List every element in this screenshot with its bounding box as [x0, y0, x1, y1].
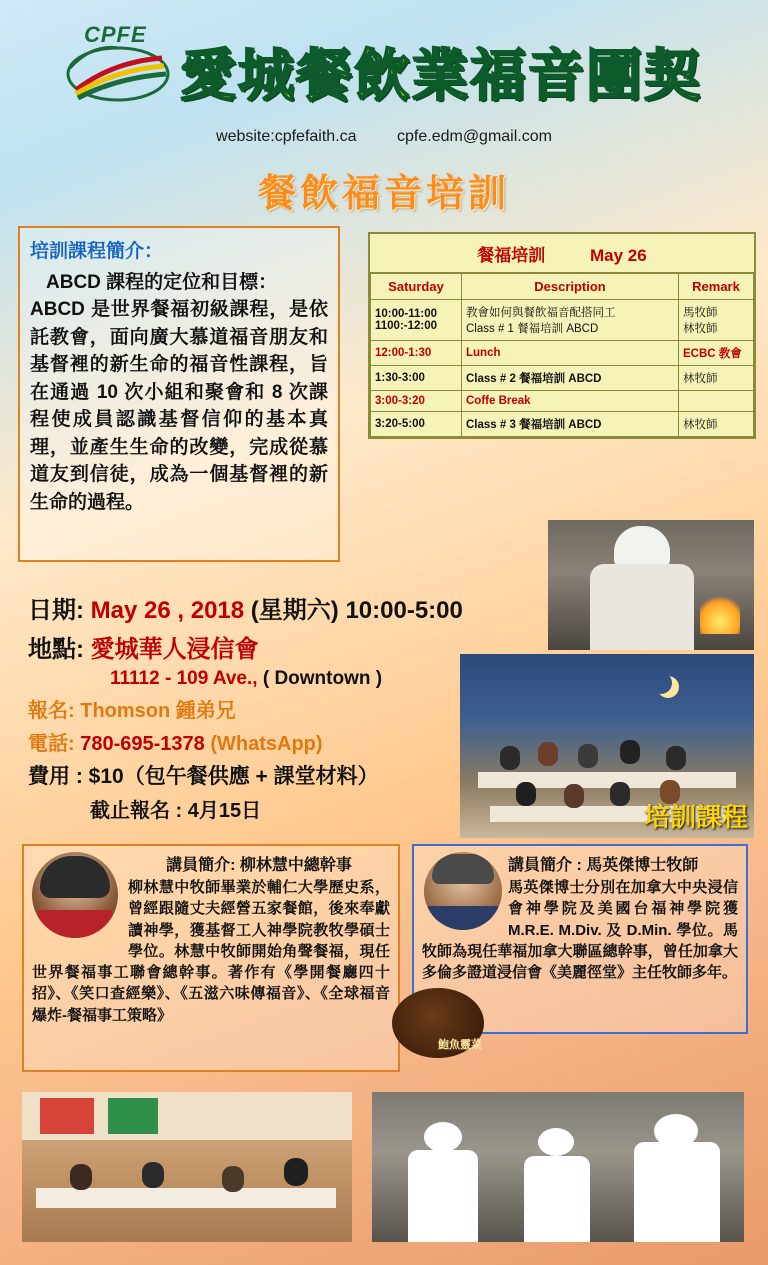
photo-kitchen: [372, 1092, 744, 1242]
avatar-hair: [432, 854, 494, 884]
restaurant-poster-green: [108, 1098, 158, 1134]
row0-time1: 10:00-11:00: [375, 308, 438, 320]
place-label: 地點:: [28, 636, 84, 663]
kitchen-cook: [408, 1150, 478, 1242]
date-label: 日期:: [28, 597, 84, 624]
place-value: 愛城華人浸信會: [90, 636, 259, 663]
row3-desc: Coffe Break: [462, 391, 679, 412]
schedule-caption-title: 餐福培訓: [477, 246, 546, 265]
photo-chef-cooking: [548, 520, 754, 650]
poster-header: [0, 0, 768, 120]
schedule-col-remark: Remark: [679, 274, 754, 300]
kitchen-chef-hat: [654, 1114, 698, 1148]
cpfe-logo: [62, 22, 180, 106]
photo-dish: [392, 988, 484, 1058]
address-line: [110, 668, 458, 690]
row3-remark: [679, 391, 754, 412]
avatar-hair: [40, 856, 110, 898]
speaker2-title: 講員簡介 : 馬英傑博士牧師: [508, 857, 699, 874]
kitchen-cook: [634, 1142, 720, 1242]
contact-line: [0, 128, 768, 146]
address-note: ( Downtown ): [262, 668, 383, 689]
classroom-person: [578, 744, 598, 768]
kitchen-cook: [524, 1156, 590, 1242]
photo-restaurant: [22, 1092, 352, 1242]
schedule-caption-date: May 26: [590, 246, 647, 265]
avatar-clothing: [428, 906, 498, 930]
deadline-line: [90, 794, 458, 823]
classroom-person: [610, 782, 630, 806]
classroom-person: [666, 746, 686, 770]
classroom-person: [538, 742, 558, 766]
kitchen-chef-hat: [424, 1122, 462, 1152]
website-text: website:cpfefaith.ca: [216, 128, 357, 145]
row4-remark: 林牧師: [679, 412, 754, 437]
row0-desc2: Class # 1 餐福培訓 ABCD: [466, 323, 599, 335]
classroom-person: [516, 782, 536, 806]
row2-desc: Class # 2 餐福培訓 ABCD: [462, 366, 679, 391]
table-row: [371, 300, 754, 341]
restaurant-person: [222, 1166, 244, 1192]
table-row: [371, 412, 754, 437]
restaurant-person: [284, 1158, 308, 1186]
photo-classroom: [460, 654, 754, 838]
speaker1-title: 講員簡介: 柳林慧中總幹事: [166, 857, 352, 874]
restaurant-table: [36, 1188, 336, 1208]
phone-note: (WhatsApp): [210, 733, 323, 755]
classroom-person: [620, 740, 640, 764]
event-info: [28, 590, 463, 827]
signup-label: 報名:: [28, 700, 75, 722]
row1-time: 12:00-1:30: [371, 341, 462, 366]
fee-label: 費用 :: [28, 765, 83, 788]
poster-subtitle: 餐飲福音培訓: [257, 173, 510, 215]
schedule-table-wrap: [368, 232, 756, 439]
row0-remark: [679, 300, 754, 341]
restaurant-poster-red: [40, 1098, 94, 1134]
row1-desc: Lunch: [462, 341, 679, 366]
date-suffix: (星期六) 10:00-5:00: [250, 597, 463, 624]
date-value: May 26 , 2018: [90, 597, 245, 624]
chef-hat: [614, 526, 670, 566]
avatar: [32, 852, 118, 938]
schedule-caption: [370, 234, 754, 273]
row2-time: 1:30-3:00: [371, 366, 462, 391]
intro-subtitle: ABCD 課程的定位和目標：: [46, 272, 278, 293]
row4-time: 3:20-5:00: [371, 412, 462, 437]
row0-remark1: 馬牧師: [683, 307, 718, 319]
date-line: [28, 590, 463, 625]
row0-time2: 1100:-12:00: [375, 320, 438, 332]
dish-caption: 鮑魚靈菜: [438, 1039, 482, 1051]
table-row: [371, 366, 754, 391]
moon-decoration-icon: [650, 672, 672, 694]
intro-title: 培訓課程簡介：: [30, 241, 164, 262]
restaurant-person: [142, 1162, 164, 1188]
avatar: [424, 852, 502, 930]
signup-line: [28, 694, 458, 723]
fee-line: [28, 760, 458, 790]
intro-body: ABCD 是世界餐福初級課程，是依託教會，面向廣大慕道福音朋友和基督裡的新生命的福音性課程，旨在通過 10 次小組和聚會和 8 次課程使成員認識基督信仰的基本真理，並產生生命的改變，完成從慕道友到信徒，成為一個基督裡的新生命的過程。: [30, 299, 328, 513]
row2-remark: 林牧師: [679, 366, 754, 391]
schedule-table: [370, 234, 754, 437]
classroom-person: [500, 746, 520, 770]
course-intro-box: [18, 226, 340, 562]
address-value: 11112 - 109 Ave.,: [110, 668, 258, 689]
signup-value: Thomson 鍾弟兄: [80, 700, 236, 722]
row0-desc: [462, 300, 679, 341]
schedule-col-saturday: Saturday: [371, 274, 462, 300]
schedule-col-description: Description: [462, 274, 679, 300]
fee-value: $10（包午餐供應 + 課堂材料）: [88, 765, 379, 788]
row0-time: [371, 300, 462, 341]
page-title: 愛城餐飲業福音團契: [180, 44, 702, 109]
table-row: [371, 341, 754, 366]
avatar-clothing: [38, 910, 112, 938]
row3-time: 3:00-3:20: [371, 391, 462, 412]
wok-flame: [700, 592, 740, 634]
row0-remark2: 林牧師: [683, 323, 718, 335]
classroom-caption: 培訓課程: [643, 802, 748, 832]
chef-body: [590, 564, 694, 650]
phone-line: [28, 727, 458, 756]
restaurant-person: [70, 1164, 92, 1190]
row1-remark: ECBC 教會: [679, 341, 754, 366]
classroom-person: [564, 784, 584, 808]
row4-desc: Class # 3 餐福培訓 ABCD: [462, 412, 679, 437]
schedule-header-row: [371, 274, 754, 300]
phone-value: 780-695-1378: [80, 733, 205, 755]
speaker1-body: 柳林慧中牧師畢業於輔仁大學歷史系，曾經跟隨丈夫經營五家餐館，後來奉獻讀神學，獲基督工人神學院教牧學碩士學位。林慧中牧師開始角聲餐福，現任世界餐福事工聯會總幹事。著作有《學開餐廳四十招》、《笑口查經樂》、《五滋六味傳福音》、《全球福音爆炸-餐福事工策略》: [32, 879, 390, 1024]
row0-desc1: 教會如何與餐飲福音配搭同工: [466, 307, 616, 319]
deadline-text: 截止報名 : 4月15日: [90, 800, 262, 822]
logo-text: CPFE: [84, 22, 147, 47]
table-row: [371, 391, 754, 412]
email-text: cpfe.edm@gmail.com: [397, 128, 552, 145]
speaker2-body: 馬英傑博士分別在加拿大中央浸信會神學院及美國台福神學院獲 M.R.E. M.Div. 及 D.Min. 學位。馬牧師為現任華福加拿大聯區總幹事，曾任加拿大多倫多證道浸信會《美麗徑堂》主任牧師多年。: [422, 879, 738, 982]
kitchen-chef-hat: [538, 1128, 574, 1156]
place-line: [28, 629, 458, 664]
phone-label: 電話:: [28, 733, 75, 755]
